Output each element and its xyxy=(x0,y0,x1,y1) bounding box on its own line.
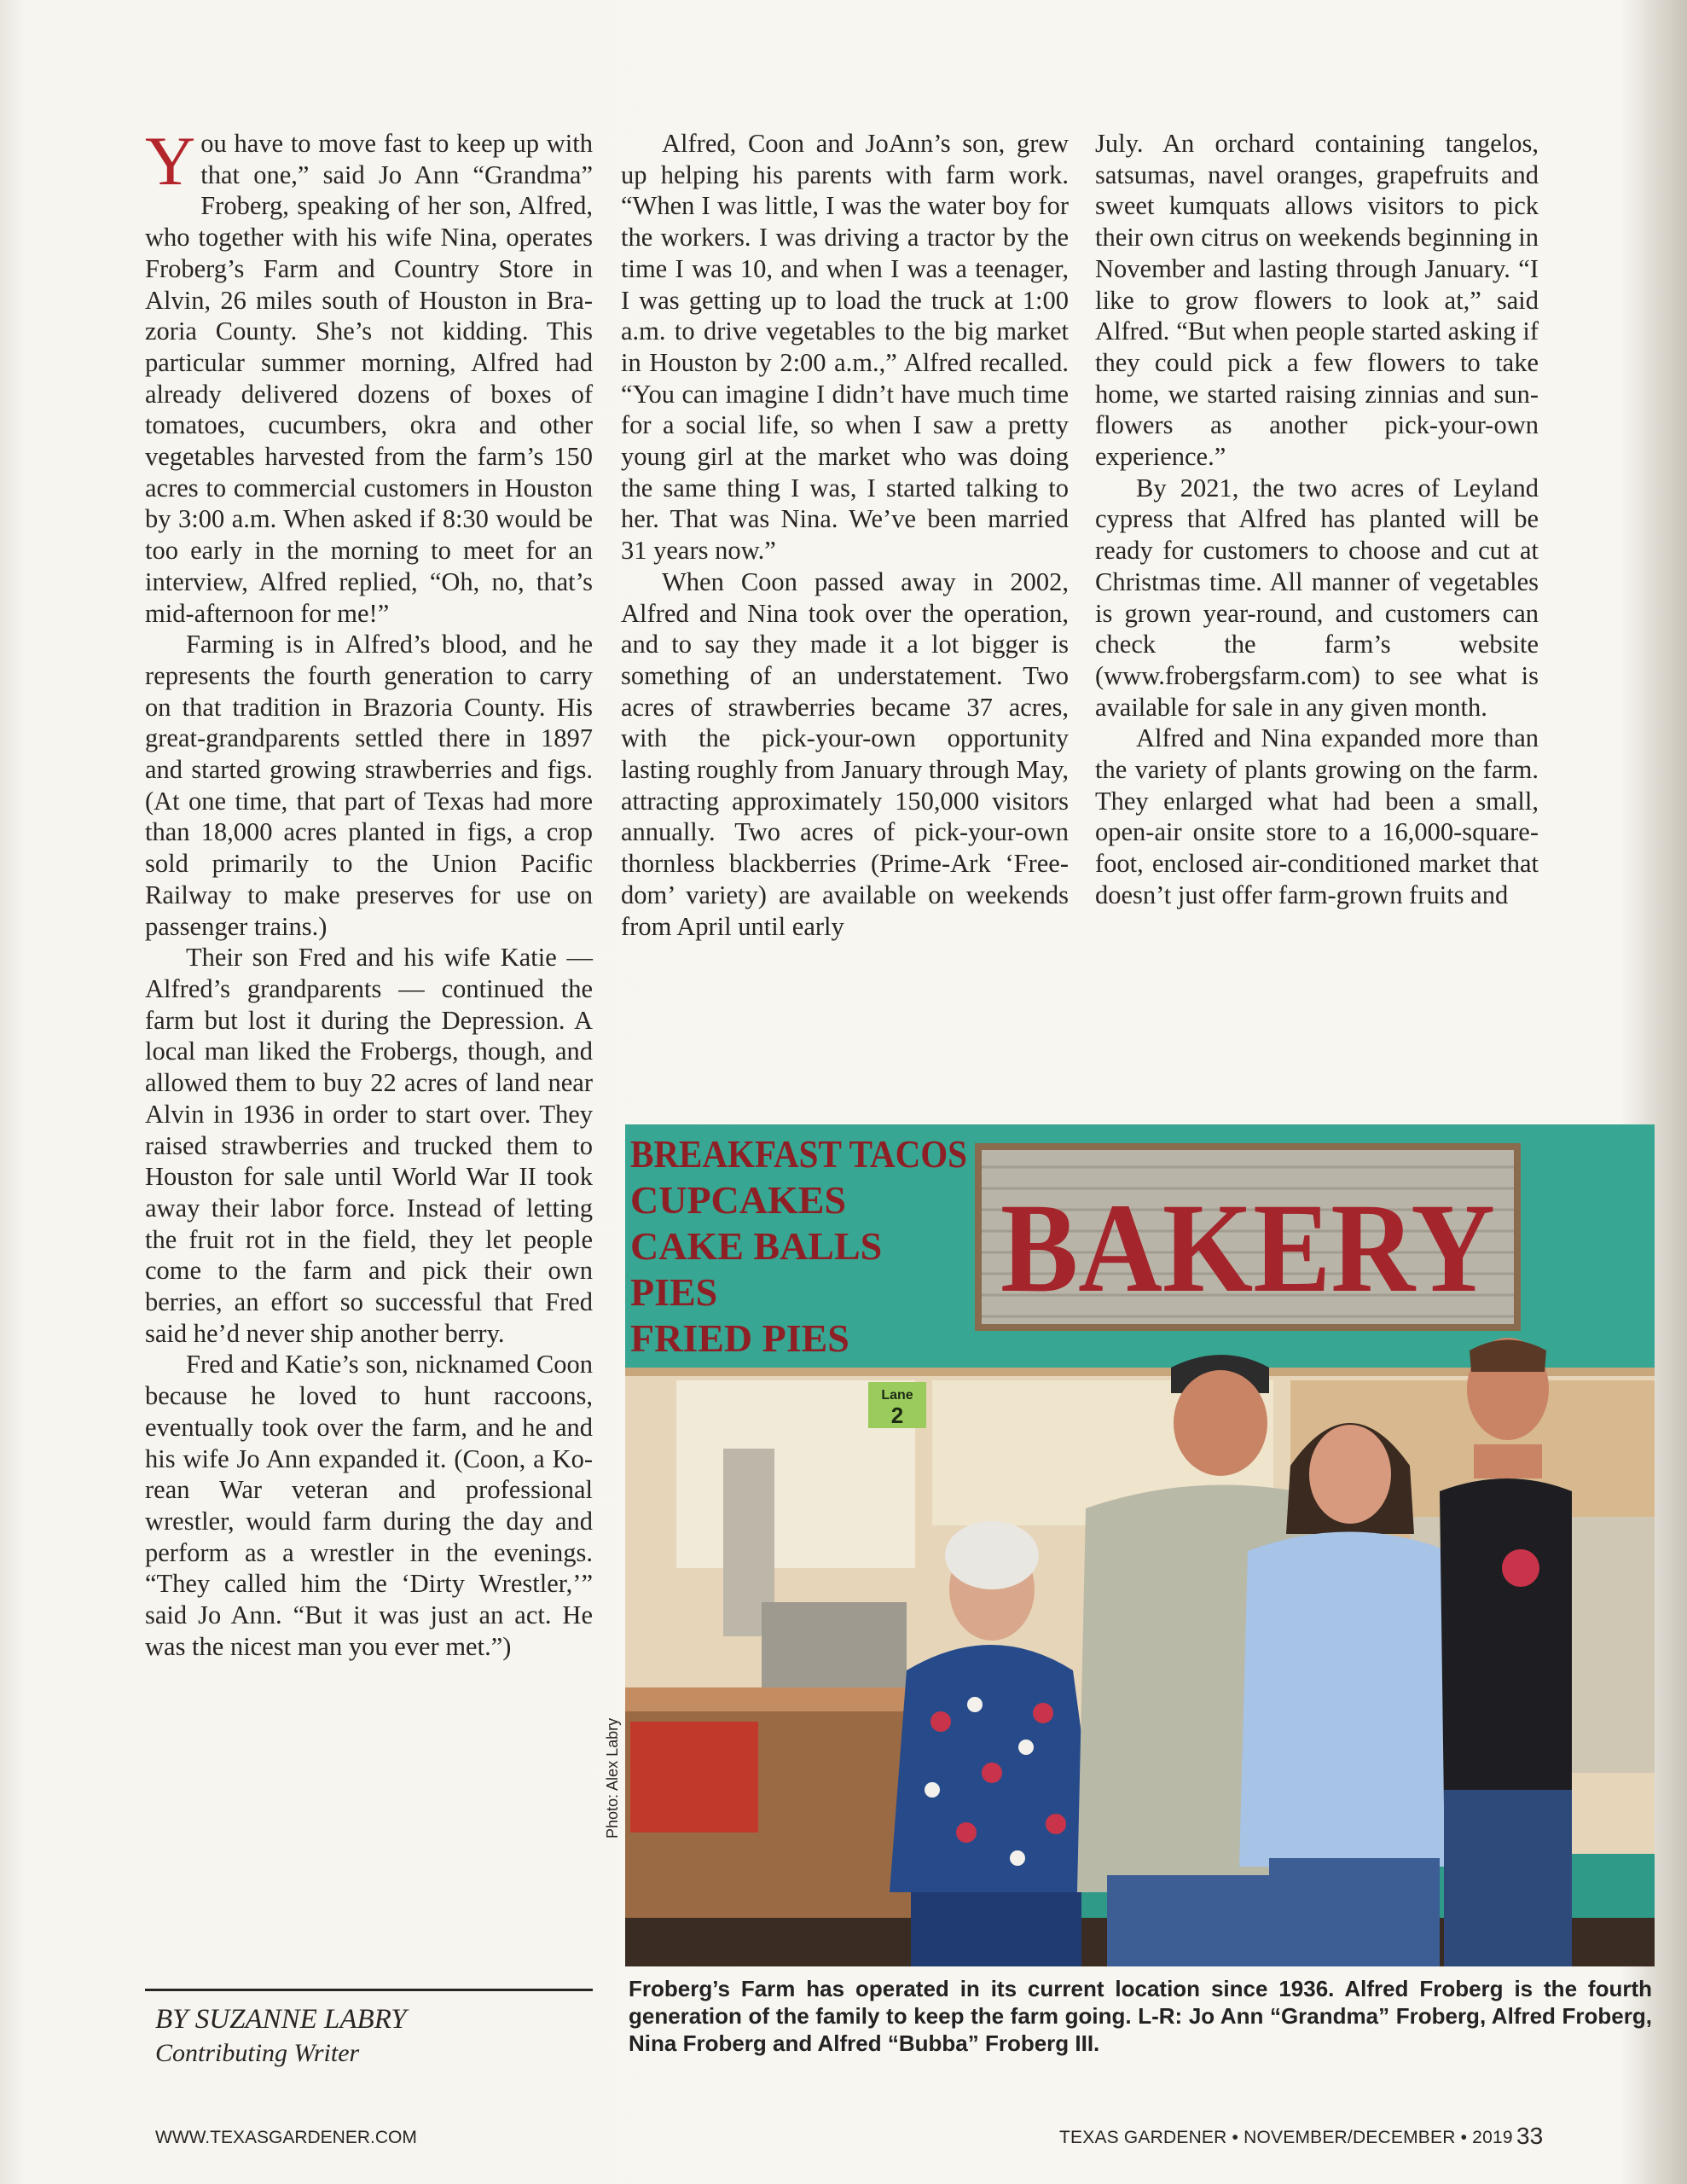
footer-website: WWW.TEXASGARDENER.COM xyxy=(155,2128,417,2147)
menu-item: PIES xyxy=(630,1270,718,1314)
byline-divider xyxy=(145,1989,593,1991)
bakery-sign-text: BAKERY xyxy=(1000,1177,1495,1319)
byline-role: Contributing Writer xyxy=(155,2039,360,2067)
page-number: 33 xyxy=(1516,2123,1544,2149)
lane-sign-number: 2 xyxy=(890,1403,904,1428)
paragraph: Alfred and Nina expanded more than the variety of plants growing on the farm. They enlarged what had been a small, open-air onsite store to a 16,000-square-foot, enclosed air-conditioned market that doesn’t just offer farm-grown fruits and xyxy=(1095,723,1539,909)
lane-sign-label: Lane xyxy=(881,1388,913,1403)
paragraph: By 2021, the two acres of Leyland cypress that Alfred has planted will be ready for customers to choose and cut at Christmas time. All manner of vegetables is grown year-round, and customers can check the farm’s website (www.frobergsfarm.com) to see what is available for sale in any given month. xyxy=(1095,473,1539,722)
paragraph: Fred and Katie’s son, nicknamed Coon because he loved to hunt raccoons, eventually took over the farm, and he and his wife Jo Ann expanded it. (Coon, a Korean War veteran and professional wrestler, would farm during the day and perform as a wrestler in the evenings. “They called him the ‘Dirty Wrestler,’” said Jo Ann. “But it was just an act. He was the nicest man you ever met.”) xyxy=(145,1350,593,1661)
photo-credit: Photo: Alex Labry xyxy=(604,1717,621,1838)
paragraph-text: ou have to move fast to keep up with that one,” said Jo Ann “Grandma” Froberg, speaking of her son, Alfred, who together with his wife Nina, operates Froberg’s Farm and Country Store in Alvin, 26 miles south of Houston in Brazoria County. She’s not kidding. This particular summer morning, Alfred had already delivered dozens of boxes of tomatoes, cucumbers, okra and other vegetables harvested from the farm’s 150 acres to commercial customers in Houston by 3:00 a.m. When asked if 8:30 would be too early in the morning to meet for an interview, Alfred replied, “Oh, no, that’s mid-afternoon for me!” xyxy=(145,129,593,628)
article-column-2 xyxy=(621,128,1069,942)
article-column-1 xyxy=(145,122,593,1662)
menu-item: CUPCAKES xyxy=(630,1178,847,1222)
byline-author: BY SUZANNE LABRY xyxy=(155,2004,407,2035)
paragraph: When Coon passed away in 2002, Alfred and Nina took over the operation, and to say they made it a lot bigger is something of an understatement. Two acres of strawberries became 37 acres, with the pick-your-own opportunity lasting roughly from January through May, attracting approximately 150,000 visitors annually. Two acres of pick-your-own thornless blackberries (Prime-Ark ‘Freedom’ variety) are available on weekends from April until early xyxy=(621,566,1069,941)
byline xyxy=(155,2002,599,2071)
feature-photo xyxy=(625,1124,1655,1966)
paragraph: Alfred, Coon and JoAnn’s son, grew up helping his parents with farm work. “When I was little, I was the water boy for the workers. I was driving a tractor by the time I was 10, and when I was a teenager, I was getting up to load the truck at 1:00 a.m. to drive vegetables to the big market in Houston by 2:00 a.m.,” Alfred recalled. “You can imagine I didn’t have much time for a social life, so when I saw a pretty young girl at the market who was doing the same thing I was, I started talking to her. That was Nina. We’ve been married 31 years now.” xyxy=(621,129,1069,566)
article-column-3 xyxy=(1095,128,1539,911)
footer-issue: TEXAS GARDENER • NOVEMBER/DECEMBER • 2019 xyxy=(1059,2128,1513,2147)
paragraph: Their son Fred and his wife Katie — Alfred’s grandparents — continued the farm but lost it during the Depression. A local man liked the Frobergs, though, and allowed them to buy 22 acres of land near Alvin in 1936 in order to start over. They raised strawberries and trucked them to Houston for sale until World War II took away their labor force. Instead of letting the fruit rot in the field, they let people come to the farm and pick their own berries, an effort so successful that Fred said he’d never ship another berry. xyxy=(145,943,593,1348)
drop-cap: Y xyxy=(145,122,196,200)
paragraph: July. An orchard containing tangelos, satsumas, navel oranges, grapefruits and sweet kumquats allows visitors to pick their own citrus on weekends beginning in November and lasting through January. “I like to grow flowers to look at,” said Alfred. “But when people started asking if they could pick a few flowers to take home, we started raising zinnias and sunflowers as another pick-your-own experience.” xyxy=(1095,129,1539,472)
menu-item: CAKE BALLS xyxy=(630,1224,883,1268)
paragraph xyxy=(145,122,593,629)
menu-item: FRIED PIES xyxy=(630,1316,849,1360)
paragraph: Farming is in Alfred’s blood, and he represents the fourth generation to carry on that tradition in Brazoria County. His great-grandparents settled there in 1897 and started growing strawberries and figs. (At one time, that part of Texas had more than 18,000 acres planted in figs, a crop sold primarily to the Union Pacific Railway to make preserves for use on passenger trains.) xyxy=(145,630,593,941)
photo-caption: Froberg’s Farm has operated in its current location since 1936. Alfred Froberg is the fourth generation of the family to keep the farm going. L-R: Jo Ann “Grandma” Froberg, Alfred Froberg, Nina Froberg and Alfred “Bubba” Froberg III. xyxy=(629,1976,1652,2056)
menu-item: BREAKFAST TACOS xyxy=(630,1132,967,1176)
